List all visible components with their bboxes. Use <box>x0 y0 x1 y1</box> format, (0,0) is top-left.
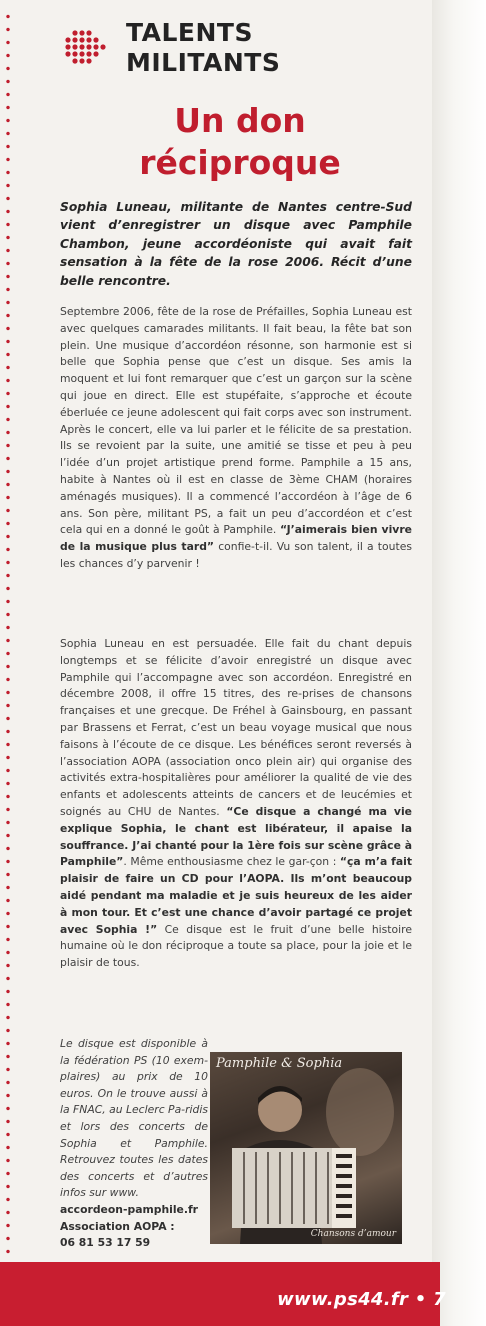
p2-text-b: . Même enthousiasme chez le gar-çon : <box>123 855 340 869</box>
article-paragraph-1 <box>60 304 412 573</box>
footer-bullet: • <box>414 1289 427 1310</box>
cd-subtitle: Chansons d’amour <box>310 1229 396 1239</box>
website-link[interactable]: accordeon-pamphile.fr <box>60 1202 198 1216</box>
headline-line-2: réciproque <box>139 143 341 182</box>
cd-cover-photo-icon <box>210 1052 402 1244</box>
p1-quote: “J’aimerais bien vivre de la musique plus tard” <box>60 523 412 554</box>
p2-quote-2: “ça m’a fait plaisir de faire un CD pour l’AOPA. Ils m’ont beaucoup aidé pendant ma maladie et je suis heureux de les aider à mon tour. Et c’est une chance d’avoir partagé ce projet avec Sophia !” <box>60 855 412 936</box>
rubric-line-2: MILITANTS <box>126 48 281 77</box>
cd-cover-image <box>210 1052 402 1244</box>
sidebar-info-text: Le disque est disponible à la fédération PS (10 exem-plaires) au prix de 10 euros. On le trouve aussi à la FNAC, au Leclerc Pa-ridis et lors des concerts de Sophia et Pamphile. Retrouvez toutes les dates des concerts et d’autres infos sur www. <box>60 1037 208 1200</box>
footer-site[interactable]: www.ps44.fr <box>277 1289 409 1310</box>
scan-edge-shadow <box>432 0 486 1326</box>
dotted-margin-rule <box>6 10 10 1270</box>
section-rubric <box>126 18 336 78</box>
association-label: Association AOPA : <box>60 1219 175 1233</box>
dot-grid-logo-icon <box>62 28 112 68</box>
p2-quote-1: “Ce disque a changé ma vie explique Sophia, le chant est libérateur, il apaise la souffrance. J’ai chanté pour la 1ère fois sur scène grâce à Pamphile” <box>60 804 412 869</box>
p2-text-a: Sophia Luneau en est persuadée. Elle fait du chant depuis longtemps et se félicite d’avoir enregistré un disque avec Pamphile qui l’accompagne avec son accordéon. Enregistré en décembre 2008, il offre 15 titres, des re-prises de chansons françaises et une grecque. De Fréhel à Gainsbourg, en passant par Brassens et Ferrat, c’est un beau voyage musical que nous faisons à l’écoute de ce disque. Les bénéfices seront reversés à l’association AOPA (association onco plein air) qui organise des activités extra-hospitalières pour améliorer la qualité de vie des enfants et adolescents atteints de cancers et de leucémies et soignés au CHU de Nantes. <box>60 637 412 818</box>
p2-text-c: Ce disque est le fruit d’une belle histoire humaine où le don réciproque a toute sa place, pour la joie et le plaisir de tous. <box>60 922 412 970</box>
page-number: 7 <box>433 1289 446 1310</box>
p1-text: Septembre 2006, fête de la rose de Préfailles, Sophia Luneau est avec quelques camarades militants. Il fait beau, la fête bat son plein. Une musique d’accordéon résonne, son harmonie est si belle que Sophia pense que c’est un disque. Ses amis la moquent et lui font remarquer que c’est un garçon sur la scène qui joue en direct. Elle est stupéfaite, s’approche et écoute éberluée ce jeune adolescent qui fait corps avec son instrument. Après le concert, elle va lui parler et le félicite de sa prestation. Ils se revoient par la suite, une amitié se tisse et peu à peu l’idée d’un projet artistique prend forme. Pamphile a 15 ans, habite à Nantes où il est en classe de 3ème CHAM (horaires aménagés musiques). Il a commencé l’accordéon à l’âge de 6 ans. Son père, militant PS, a fait un peu d’accordéon et c’est cela qui en a donné le goût à Pamphile. <box>60 305 412 537</box>
p1-tail: confie-t-il. Vu son talent, il a toutes les chances d’y parvenir ! <box>60 540 412 570</box>
article-headline <box>60 100 420 184</box>
article-paragraph-2 <box>60 636 412 972</box>
article-lead: Sophia Luneau, militante de Nantes centre-Sud vient d’enregistrer un disque avec Pamphile Chambon, jeune accordéoniste qui avait fait sensation à la fête de la rose 2006. Récit d’une belle rencontre. <box>60 200 412 288</box>
rubric-line-1: TALENTS <box>126 18 253 47</box>
sidebar-info <box>60 1036 208 1252</box>
cd-title: Pamphile & Sophia <box>216 1056 343 1071</box>
phone-number: 06 81 53 17 59 <box>60 1236 151 1250</box>
headline-line-1: Un don <box>174 101 306 140</box>
footer-site-page <box>277 1289 446 1310</box>
